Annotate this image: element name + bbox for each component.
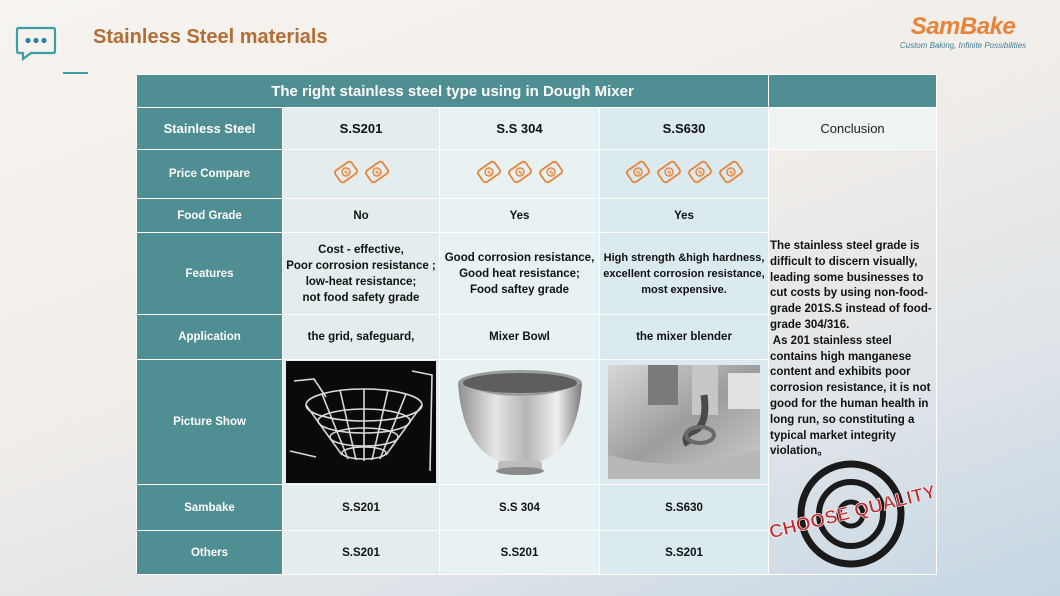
price-coin-icon: [685, 158, 715, 186]
conclusion-line: The stainless steel grade is: [770, 240, 920, 252]
column-header-ss630: S.S630: [600, 108, 769, 150]
price-coin-icon: [331, 158, 361, 186]
choose-quality-stamp: [767, 460, 939, 568]
column-header-ss201: S.S201: [283, 108, 440, 150]
column-header-conclusion: Conclusion: [769, 108, 937, 150]
stamp-text: CHOOSE QUALITY: [767, 481, 939, 544]
picture-ss304: [440, 360, 600, 485]
features-line: Food saftey grade: [469, 283, 570, 296]
conclusion-cell: [769, 150, 937, 575]
mixer-blender-hook-photo: [608, 365, 760, 479]
conclusion-line: content and exhibits poor: [770, 366, 911, 379]
table-title-row: [137, 75, 937, 108]
svg-text:$: $: [666, 169, 673, 177]
application-ss630: the mixer blender: [600, 315, 769, 360]
conclusion-line: leading some businesses to: [770, 271, 924, 284]
svg-text:$: $: [486, 169, 493, 177]
sambake-ss630: S.S630: [600, 485, 769, 531]
svg-text:$: $: [728, 169, 735, 177]
others-ss304: S.S201: [440, 531, 600, 575]
logo-wordmark: SamBake: [910, 13, 1016, 40]
comparison-table: [136, 74, 937, 575]
features-line: Good corrosion resistance,: [444, 251, 595, 264]
features-line: most expensive.: [641, 283, 727, 296]
price-coin-icon: [716, 158, 746, 186]
conclusion-line: long run, so constituting a: [770, 413, 915, 426]
svg-text:$: $: [548, 169, 555, 177]
conclusion-line: contains high manganese: [770, 350, 912, 363]
price-coin-icon: [654, 158, 684, 186]
features-line: low-heat resistance;: [305, 275, 417, 288]
wire-grid-guard-photo: [286, 361, 436, 483]
price-coin-icon: [362, 158, 392, 186]
conclusion-line: cut costs by using non-food-: [770, 287, 928, 300]
svg-text:$: $: [374, 169, 381, 177]
conclusion-line: corrosion resistance, it is not: [770, 382, 931, 395]
svg-text:$: $: [517, 169, 524, 177]
price-coin-icon: [505, 158, 535, 186]
row-label-application: Application: [137, 315, 283, 360]
row-label-features: Features: [137, 233, 283, 315]
price-coin-icon: [474, 158, 504, 186]
chat-dots-icon: [15, 25, 57, 61]
application-ss304: Mixer Bowl: [440, 315, 600, 360]
row-label-price: Price Compare: [137, 150, 283, 199]
features-ss304: [440, 233, 600, 315]
conclusion-line: good for the human health in: [770, 397, 929, 410]
table-title-blank: [769, 75, 937, 108]
conclusion-line: grade 304/316.: [770, 318, 850, 331]
others-ss630: S.S201: [600, 531, 769, 575]
application-ss201: the grid, safeguard,: [283, 315, 440, 360]
table-title: The right stainless steel type using in Dough Mixer: [137, 75, 769, 108]
picture-ss630: [600, 360, 769, 485]
steel-mixer-bowl-photo: [454, 363, 586, 481]
price-coins-ss201: [283, 150, 440, 199]
table-row: [137, 150, 937, 199]
price-coin-icon: [536, 158, 566, 186]
food-grade-ss201: No: [283, 199, 440, 233]
svg-text:$: $: [635, 169, 642, 177]
row-label-others: Others: [137, 531, 283, 575]
column-header-label: Stainless Steel: [137, 108, 283, 150]
conclusion-line: violation。: [770, 445, 829, 458]
row-label-sambake: Sambake: [137, 485, 283, 531]
features-line: Good heat resistance;: [459, 267, 580, 280]
price-coins-ss630: [600, 150, 769, 199]
features-line: Cost - effective,: [318, 243, 404, 256]
features-line: not food safety grade: [302, 291, 420, 304]
conclusion-line: As 201 stainless steel: [770, 334, 892, 347]
others-ss201: S.S201: [283, 531, 440, 575]
features-ss201: [283, 233, 440, 315]
food-grade-ss304: Yes: [440, 199, 600, 233]
food-grade-ss630: Yes: [600, 199, 769, 233]
picture-ss201: [283, 360, 440, 485]
title-underline: [63, 72, 88, 74]
svg-text:$: $: [697, 169, 704, 177]
price-coin-icon: [623, 158, 653, 186]
features-ss630: [600, 233, 769, 315]
row-label-food-grade: Food Grade: [137, 199, 283, 233]
sambake-ss304: S.S 304: [440, 485, 600, 531]
conclusion-text: [770, 239, 932, 460]
conclusion-line: grade 201S.S instead of food-: [770, 303, 932, 316]
brand-logo: [888, 13, 1038, 50]
features-line: excellent corrosion resistance,: [603, 267, 765, 280]
row-label-picture: Picture Show: [137, 360, 283, 485]
features-line: High strength &high hardness,: [603, 251, 765, 264]
features-line: Poor corrosion resistance ;: [286, 259, 436, 272]
column-header-ss304: S.S 304: [440, 108, 600, 150]
price-coins-ss304: [440, 150, 600, 199]
column-header-row: [137, 108, 937, 150]
conclusion-line: difficult to discern visually,: [770, 255, 918, 268]
page-title: Stainless Steel materials: [93, 26, 328, 48]
sambake-ss201: S.S201: [283, 485, 440, 531]
logo-tagline: Custom Baking, Infinite Possibilities: [899, 41, 1027, 50]
conclusion-line: typical market integrity: [770, 429, 896, 442]
svg-text:$: $: [343, 169, 350, 177]
